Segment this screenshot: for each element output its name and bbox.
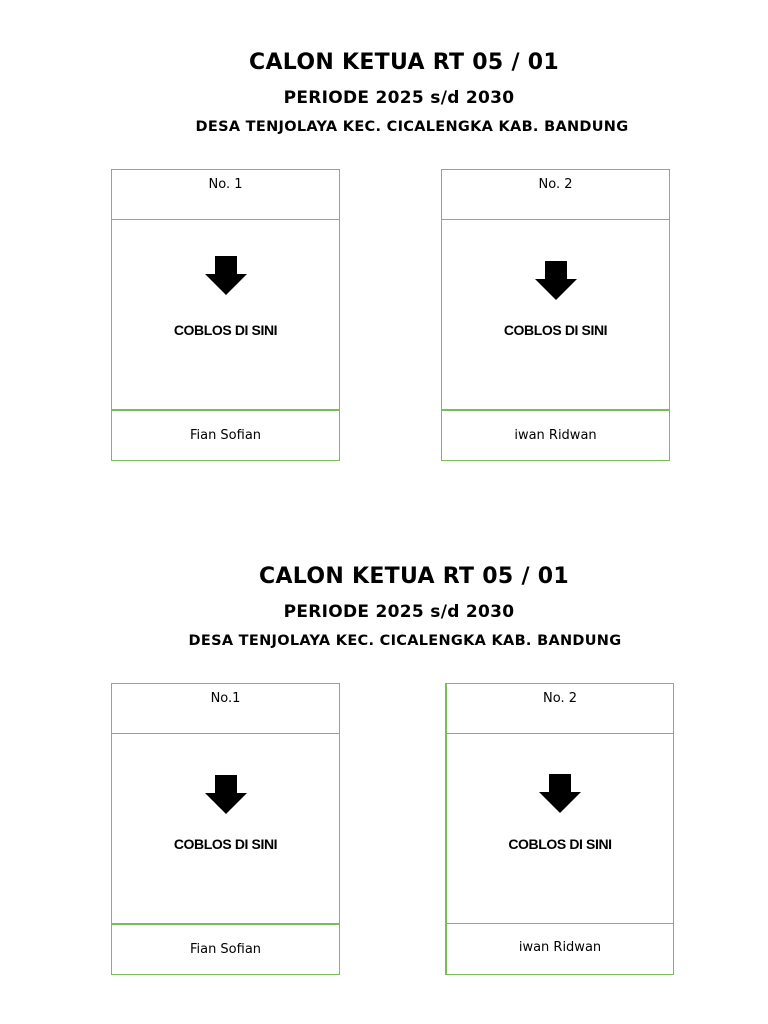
vote-area[interactable] — [112, 734, 339, 923]
ballot-desa: DESA TENJOLAYA KEC. CICALENGKA KAB. BANDUNG — [195, 119, 629, 135]
candidate-name: iwan Ridwan — [447, 923, 673, 974]
arrow-down-icon — [204, 775, 248, 815]
ballot-title: CALON KETUA RT 05 / 01 — [259, 564, 569, 589]
vote-area[interactable] — [447, 734, 673, 923]
coblos-label: COBLOS DI SINI — [508, 836, 612, 852]
candidate-name: Fian Sofian — [112, 923, 339, 974]
candidate-number: No. 2 — [447, 684, 673, 734]
ballot-periode: PERIODE 2025 s/d 2030 — [283, 602, 515, 622]
coblos-label: COBLOS DI SINI — [503, 322, 608, 338]
candidate-name: Fian Sofian — [112, 409, 339, 460]
ballot-desa: DESA TENJOLAYA KEC. CICALENGKA KAB. BANDUNG — [188, 633, 622, 649]
candidate-card-2[interactable] — [445, 683, 674, 975]
candidate-card-1[interactable] — [111, 683, 340, 975]
arrow-down-icon — [538, 774, 582, 814]
ballot-periode: PERIODE 2025 s/d 2030 — [283, 88, 515, 108]
ballot-title: CALON KETUA RT 05 / 01 — [249, 50, 559, 75]
coblos-label: COBLOS DI SINI — [173, 836, 278, 852]
candidate-number: No. 2 — [442, 170, 669, 220]
coblos-label: COBLOS DI SINI — [173, 322, 278, 338]
candidate-name: iwan Ridwan — [442, 409, 669, 460]
candidate-number: No. 1 — [112, 170, 339, 220]
candidate-number: No.1 — [112, 684, 339, 734]
